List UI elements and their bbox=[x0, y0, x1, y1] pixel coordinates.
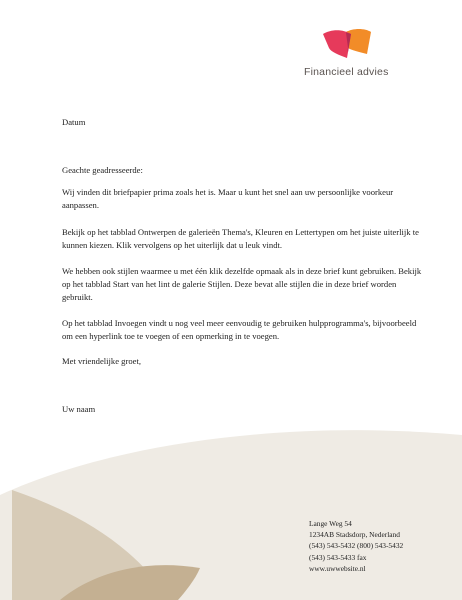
body-paragraph: We hebben ook stijlen waarmee u met één klik dezelfde opmaak als in deze brief kunt gebruiken. Bekijk op het tabblad Start van het lint de galerie Stijlen. Deze bevat alle stijlen die in deze brief worden gebruikt. bbox=[62, 266, 422, 303]
closing: Met vriendelijke groet, bbox=[62, 356, 141, 366]
address-line: Lange Weg 54 bbox=[309, 519, 352, 528]
address-line: 1234AB Stadsdorp, Nederland bbox=[309, 530, 400, 540]
fax-line: (543) 543-5433 fax bbox=[309, 552, 367, 562]
body-paragraph: Bekijk op het tabblad Ontwerpen de galerieën Thema's, Kleuren en Lettertypen om het juiste uiterlijk te kunnen kiezen. Klik vervolgens op het uiterlijk dat u leuk vindt. bbox=[62, 227, 419, 251]
body-paragraph: Wij vinden dit briefpapier prima zoals het is. Maar u kunt het snel aan uw persoonlijke voorkeur aanpassen. bbox=[62, 187, 394, 211]
signature-name: Uw naam bbox=[62, 404, 96, 414]
contact-block bbox=[309, 518, 403, 574]
brand-logo bbox=[321, 26, 373, 62]
salutation: Geachte geadresseerde: bbox=[62, 165, 143, 175]
brand-name: Financieel advies bbox=[304, 66, 389, 78]
phone-line: (543) 543-5432 (800) 543-5432 bbox=[309, 541, 404, 551]
date-line: Datum bbox=[62, 117, 86, 127]
body-paragraph: Op het tabblad Invoegen vindt u nog veel meer eenvoudig te gebruiken hulpprogramma's, bijvoorbeeld om een hyperlink toe te voegen of een opmerking in te voegen. bbox=[62, 318, 417, 342]
website-line: www.uwwebsite.nl bbox=[309, 563, 366, 573]
